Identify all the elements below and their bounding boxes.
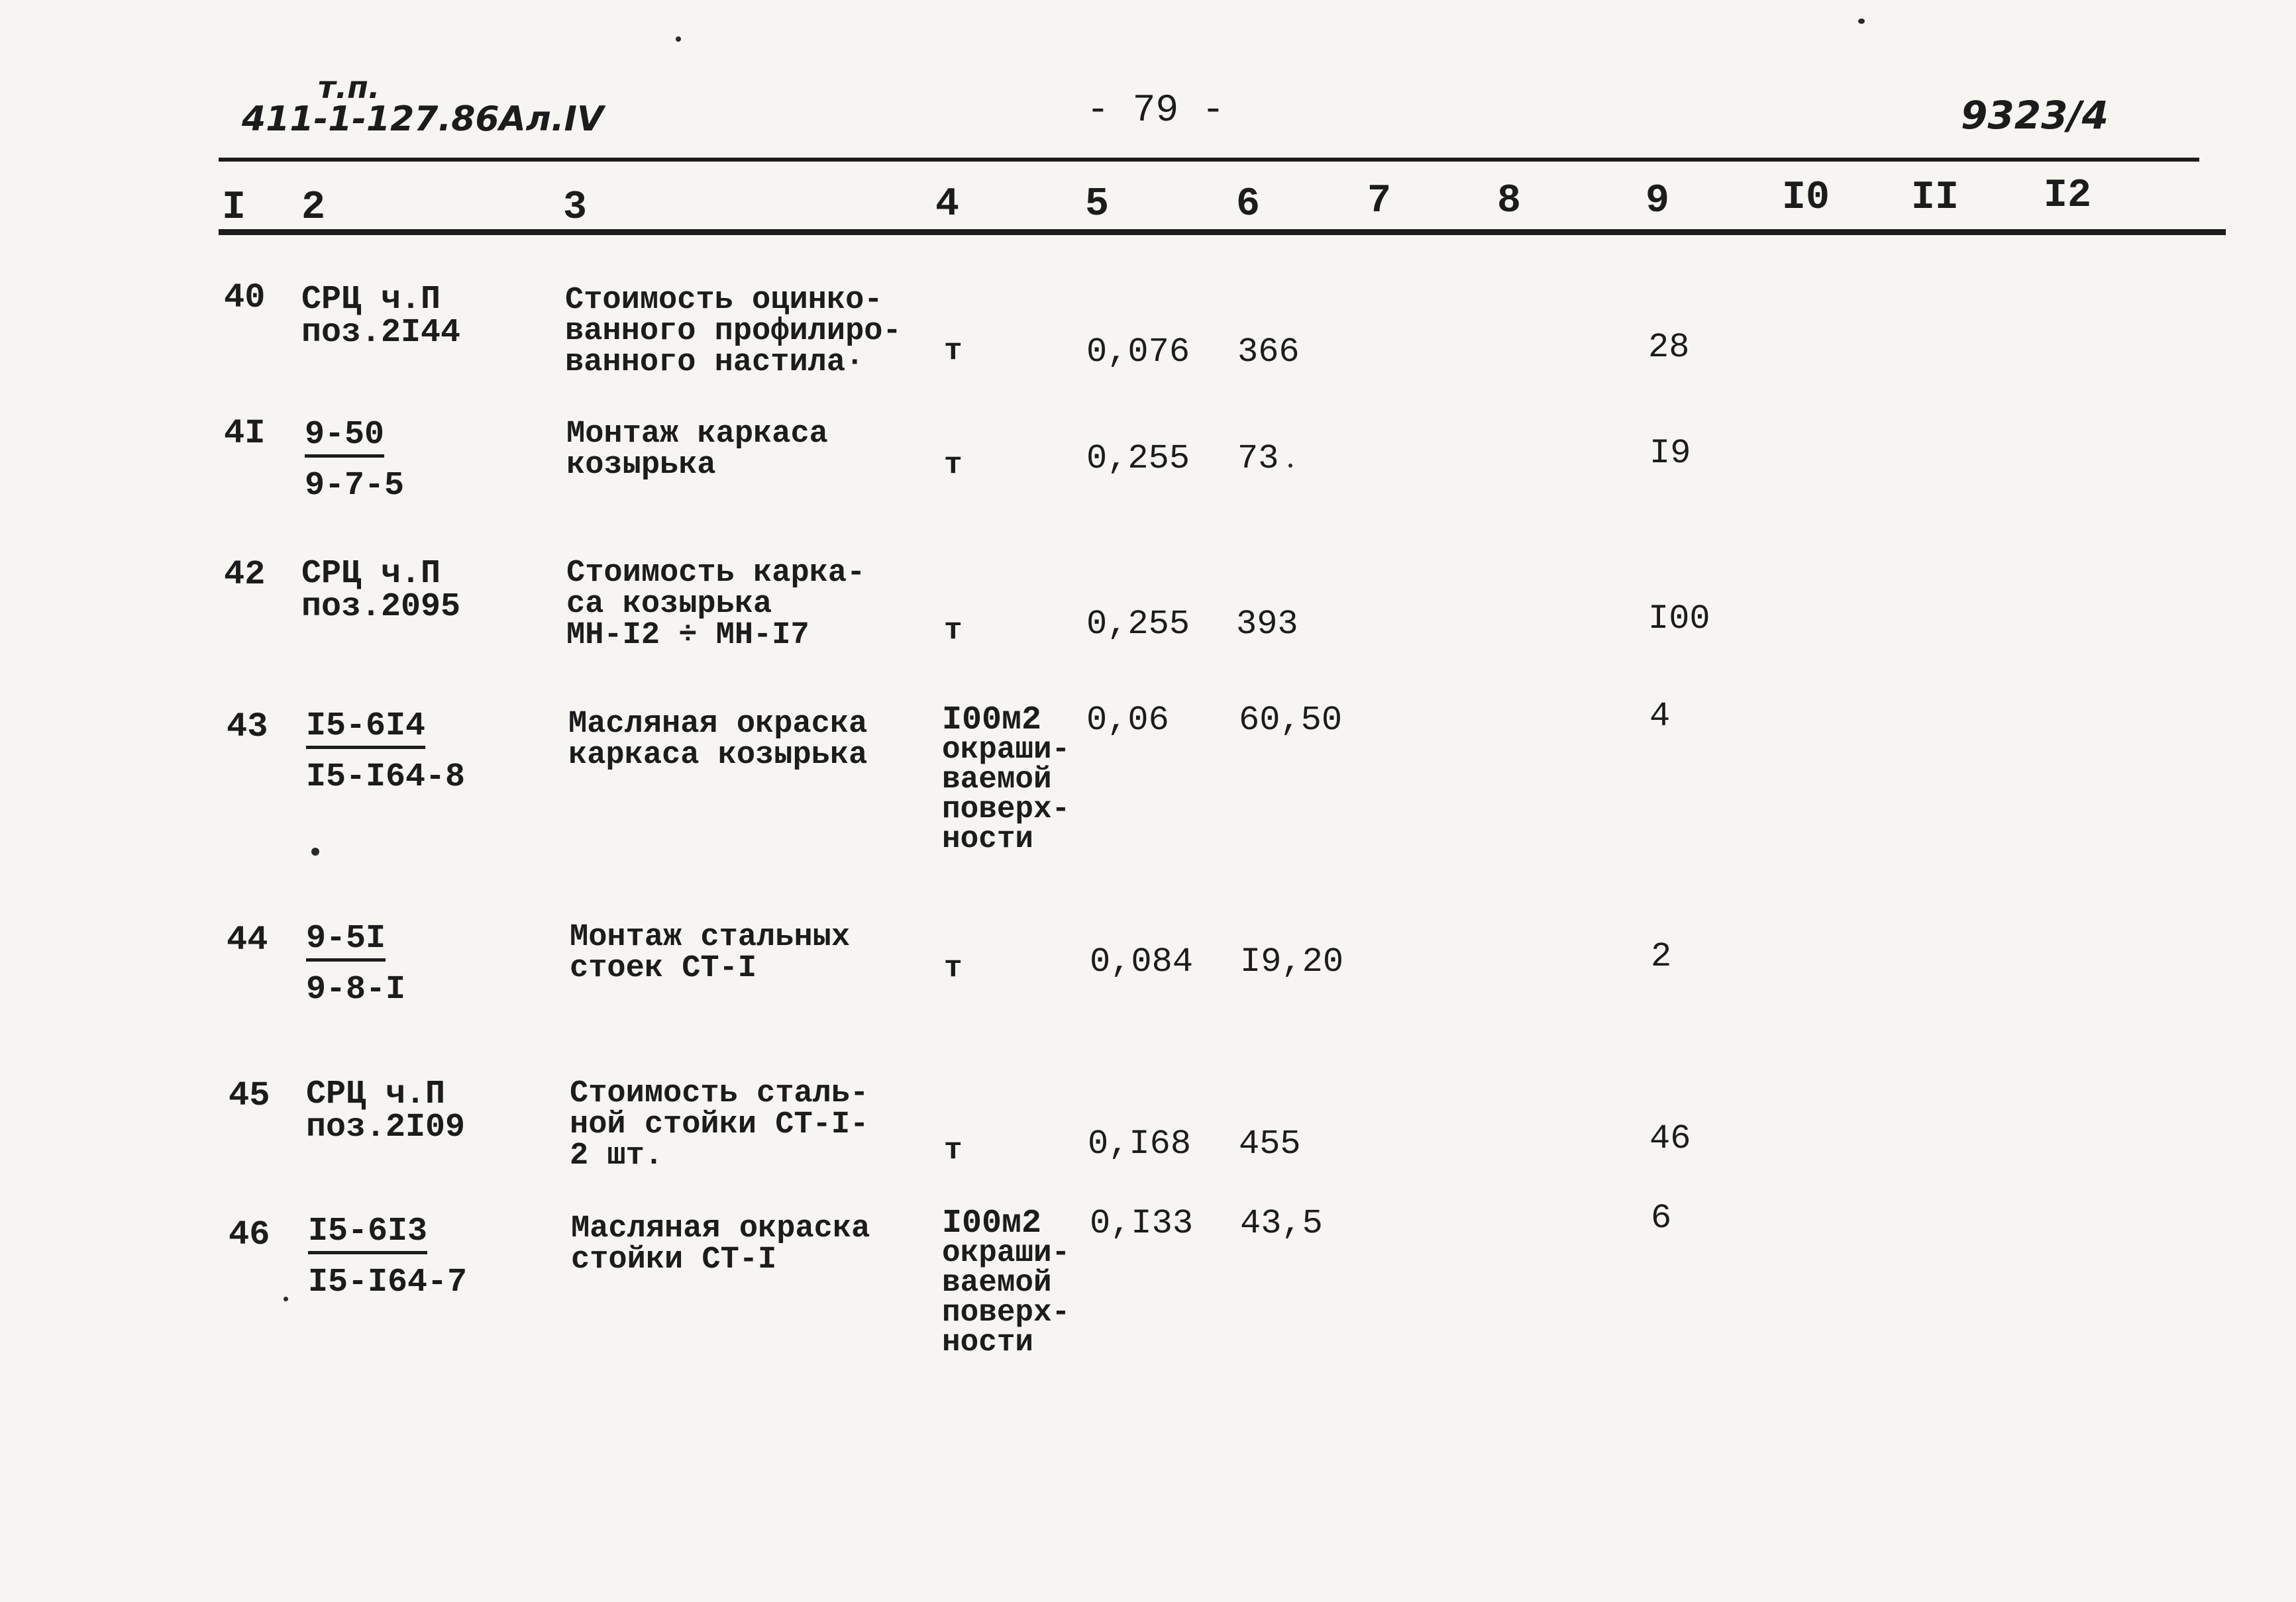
row-unit-price: 60,50 xyxy=(1239,701,1343,740)
ref-line: 9-7-5 xyxy=(305,467,405,505)
row-quantity: 0,255 xyxy=(1086,439,1190,478)
row-reference xyxy=(308,1215,467,1299)
desc-line: Масляная окраска xyxy=(568,707,868,742)
row-quantity: 0,076 xyxy=(1086,332,1190,372)
desc-line: стойки СТ-I xyxy=(571,1242,777,1277)
ref-line: I5-I64-8 xyxy=(306,758,466,796)
row-number: 43 xyxy=(227,707,268,746)
col-header-7: 7 xyxy=(1367,179,1392,224)
row-reference xyxy=(306,1078,465,1144)
unit-line: ности xyxy=(942,1325,1034,1360)
ref-line: I5-6I4 xyxy=(306,710,425,749)
unit-line: окраши- xyxy=(942,1236,1070,1270)
doc-code: 411-1-127.86Ал.IV xyxy=(242,99,604,139)
desc-line: МН-I2 ÷ МН-I7 xyxy=(566,618,809,653)
unit-line: т xyxy=(944,1133,963,1168)
col-header-10: I0 xyxy=(1782,175,1830,221)
row-unit xyxy=(944,613,963,648)
row-description xyxy=(571,1213,870,1276)
col-header-5: 5 xyxy=(1085,182,1110,227)
header-rule xyxy=(219,229,2226,235)
row-total: I9 xyxy=(1649,434,1691,473)
unit-line: т xyxy=(944,334,963,368)
col-header-12: I2 xyxy=(2044,174,2092,219)
row-unit-price: 393 xyxy=(1236,605,1298,644)
row-unit xyxy=(944,951,963,985)
row-unit-price: 366 xyxy=(1237,332,1300,372)
row-number: 40 xyxy=(224,278,266,317)
row-unit xyxy=(944,450,963,480)
row-description xyxy=(570,1078,868,1172)
row-unit xyxy=(944,1133,963,1168)
desc-line: 2 шт. xyxy=(570,1138,664,1174)
ref-line: I5-6I3 xyxy=(308,1215,427,1254)
row-quantity: 0,084 xyxy=(1090,942,1194,981)
row-unit xyxy=(944,336,963,366)
row-unit xyxy=(942,701,1070,856)
row-unit-price: 43,5 xyxy=(1240,1204,1323,1243)
ref-line: поз.2I09 xyxy=(306,1109,466,1146)
top-rule xyxy=(219,158,2199,162)
row-description xyxy=(565,285,902,378)
unit-line: поверх- xyxy=(942,792,1070,826)
ref-line: поз.2I44 xyxy=(301,314,461,352)
row-description xyxy=(570,922,850,984)
desc-line: ванного настила· xyxy=(565,345,864,380)
unit-line: т xyxy=(944,613,963,648)
scan-speck xyxy=(1288,464,1292,468)
unit-line: поверх- xyxy=(942,1295,1070,1330)
row-total: 2 xyxy=(1651,937,1672,976)
col-header-11: II xyxy=(1911,175,1959,221)
col-header-1: I xyxy=(222,185,246,230)
unit-line: ности xyxy=(942,822,1034,856)
row-number: 46 xyxy=(229,1215,270,1254)
row-description xyxy=(568,709,867,771)
col-header-3: 3 xyxy=(563,185,588,230)
row-unit-price: I9,20 xyxy=(1240,942,1344,981)
col-header-6: 6 xyxy=(1236,182,1261,227)
row-reference xyxy=(306,707,466,796)
ref-line: СРЦ ч.П xyxy=(301,281,441,319)
scan-speck xyxy=(676,36,681,42)
page-number: - 79 - xyxy=(1086,89,1225,132)
row-quantity: 0,06 xyxy=(1086,701,1169,740)
ref-line: 9-5I xyxy=(306,923,386,962)
row-unit-price: 455 xyxy=(1239,1125,1301,1164)
unit-line: ваемой xyxy=(942,1266,1052,1300)
row-total: 6 xyxy=(1651,1199,1672,1238)
desc-line: каркаса козырька xyxy=(568,738,868,773)
unit-line: ваемой xyxy=(942,762,1052,797)
scan-speck xyxy=(284,1297,288,1301)
ref-line: 9-8-I xyxy=(306,971,406,1009)
desc-line: Стоимость оцинко- xyxy=(565,283,883,318)
scan-speck xyxy=(1858,19,1865,24)
sheet-code: 9323/4 xyxy=(1961,93,2109,138)
row-reference xyxy=(301,283,460,350)
row-total: 28 xyxy=(1648,328,1690,367)
desc-line: Монтаж каркаса xyxy=(566,417,828,452)
row-quantity: 0,I33 xyxy=(1090,1204,1194,1243)
unit-line: окраши- xyxy=(942,732,1070,767)
desc-line: са козырька xyxy=(566,587,772,622)
ref-line: СРЦ ч.П xyxy=(301,555,441,593)
desc-line: ной стойки СТ-I- xyxy=(570,1107,869,1142)
row-number: 44 xyxy=(227,921,268,960)
row-total: 4 xyxy=(1649,697,1671,736)
row-reference xyxy=(301,555,461,626)
row-number: 4I xyxy=(224,414,266,453)
row-number: 42 xyxy=(224,555,266,594)
desc-line: стоек СТ-I xyxy=(570,951,757,986)
ref-line: поз.2095 xyxy=(301,588,461,626)
desc-line: Стоимость карка- xyxy=(566,556,866,591)
row-unit xyxy=(942,1205,1070,1360)
ref-line: I5-I64-7 xyxy=(308,1264,468,1301)
scan-speck xyxy=(311,848,319,856)
row-number: 45 xyxy=(229,1076,270,1115)
unit-line: т xyxy=(944,448,963,482)
unit-line: I00м2 xyxy=(942,1205,1042,1242)
col-header-4: 4 xyxy=(935,182,960,227)
desc-line: ванного профилиро- xyxy=(565,314,902,349)
ref-line: 9-50 xyxy=(305,419,384,458)
col-header-2: 2 xyxy=(301,185,326,230)
row-quantity: 0,I68 xyxy=(1088,1125,1192,1164)
row-unit-price: 73 xyxy=(1237,439,1279,478)
row-total: I00 xyxy=(1648,599,1710,638)
desc-line: козырька xyxy=(566,448,716,483)
row-quantity: 0,255 xyxy=(1086,605,1190,644)
doc-code-top: т.п. xyxy=(318,70,380,105)
row-total: 46 xyxy=(1649,1119,1691,1158)
row-reference xyxy=(306,920,406,1009)
desc-line: Монтаж стальных xyxy=(570,920,851,955)
desc-line: Стоимость сталь- xyxy=(570,1076,869,1111)
ref-line: СРЦ ч.П xyxy=(306,1076,446,1113)
desc-line: Масляная окраска xyxy=(571,1211,870,1246)
row-description xyxy=(566,558,865,651)
col-header-9: 9 xyxy=(1645,179,1670,224)
row-reference xyxy=(305,416,405,505)
col-header-8: 8 xyxy=(1497,179,1522,224)
unit-line: т xyxy=(944,951,963,985)
row-description xyxy=(566,419,828,481)
unit-line: I00м2 xyxy=(942,701,1042,739)
